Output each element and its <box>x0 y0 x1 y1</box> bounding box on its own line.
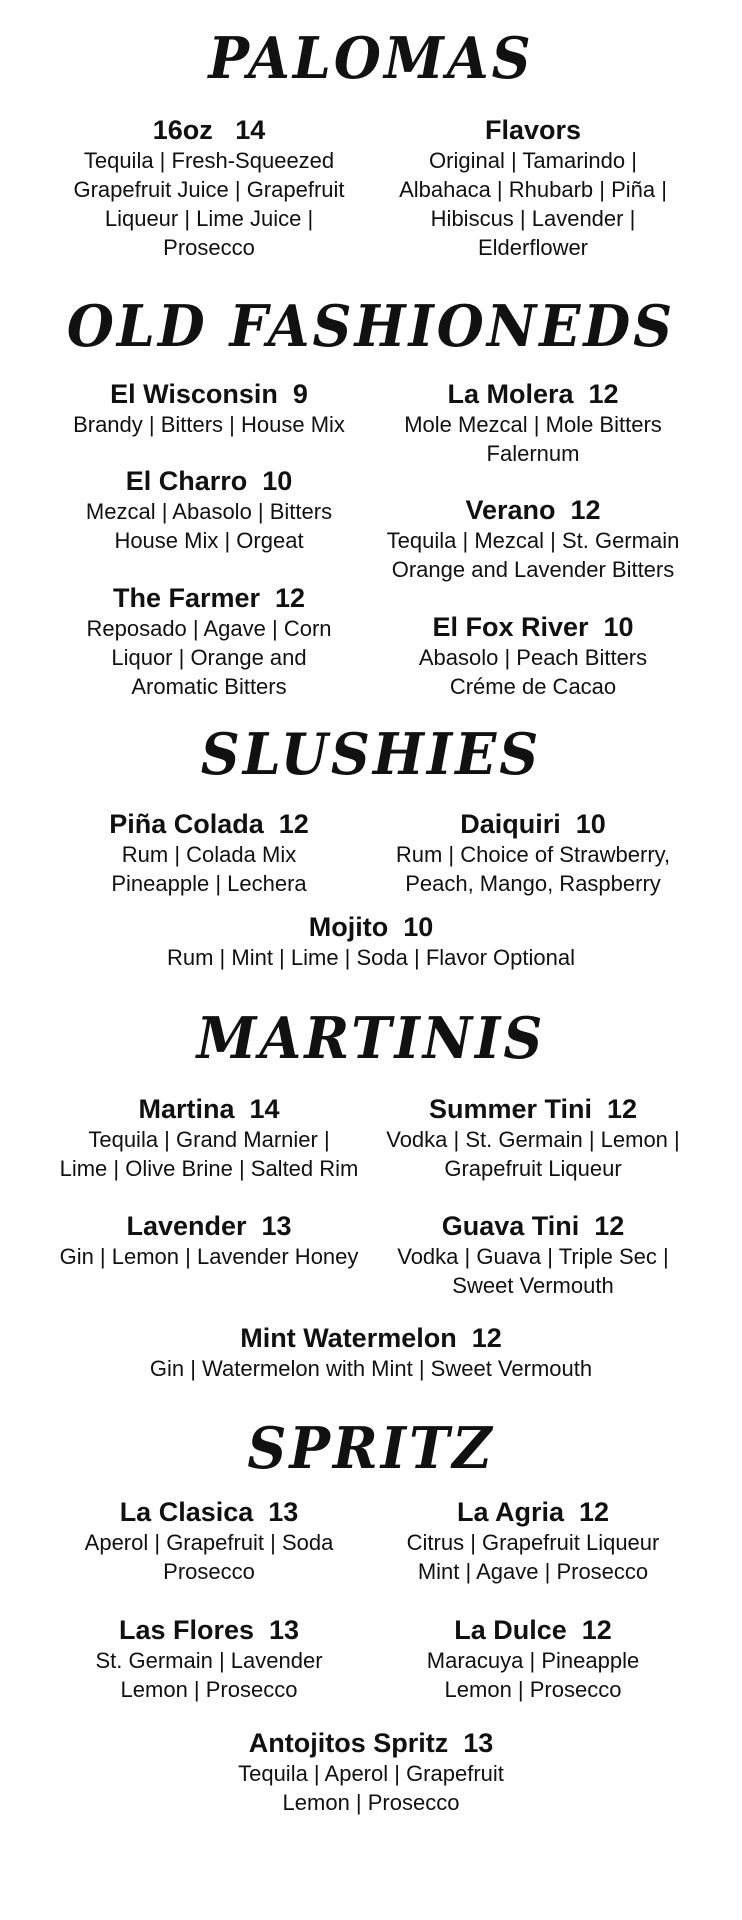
item-description: Mole Mezcal | Mole Bitters Falernum <box>404 412 662 466</box>
menu-item-paloma-flavors <box>372 114 694 262</box>
menu-item-el-wisconsin <box>48 378 370 439</box>
menu-item-martina <box>48 1093 370 1183</box>
menu-item-antojitos-spritz <box>60 1727 682 1817</box>
menu-item-mojito <box>60 911 682 972</box>
menu-item-the-farmer <box>48 582 370 701</box>
item-description: Tequila | Aperol | Grapefruit Lemon | Prosecco <box>238 1761 504 1815</box>
item-description: St. Germain | Lavender Lemon | Prosecco <box>95 1648 323 1702</box>
item-description: Aperol | Grapefruit | Soda Prosecco <box>84 1530 334 1584</box>
item-description: Rum | Mint | Lime | Soda | Flavor Optional <box>166 945 575 970</box>
item-description: Original | Tamarindo | Albahaca | Rhubarb | Piña | Hibiscus | Lavender | Elderflower <box>399 148 667 260</box>
item-name: Flavors <box>484 115 582 145</box>
item-name: Martina 14 <box>138 1094 280 1124</box>
item-name: 16oz 14 <box>152 115 266 145</box>
menu-item-el-charro <box>48 465 370 555</box>
item-name: Las Flores 13 <box>118 1615 300 1645</box>
item-name: La Molera 12 <box>447 379 619 409</box>
item-description: Abasolo | Peach Bitters Créme de Cacao <box>418 645 648 699</box>
menu-item-la-molera <box>372 378 694 468</box>
menu-item-la-dulce <box>372 1614 694 1704</box>
menu-item-daiquiri <box>372 808 694 898</box>
item-name: La Agria 12 <box>456 1497 610 1527</box>
section-title-slushies: SLUSHIES <box>200 720 542 788</box>
item-description: Brandy | Bitters | House Mix <box>73 412 345 437</box>
menu-item-el-fox-river <box>372 611 694 701</box>
item-description: Rum | Choice of Strawberry, Peach, Mango, Raspberry <box>395 842 671 896</box>
item-description: Tequila | Fresh-Squeezed Grapefruit Juice | Grapefruit Liqueur | Lime Juice | Prosecco <box>73 148 345 260</box>
menu-item-summer-tini <box>372 1093 694 1183</box>
menu-item-pina-colada <box>48 808 370 898</box>
item-description: Mezcal | Abasolo | Bitters House Mix | Orgeat <box>85 499 333 553</box>
item-description: Tequila | Grand Marnier | Lime | Olive Brine | Salted Rim <box>59 1127 359 1181</box>
item-name: Summer Tini 12 <box>428 1094 638 1124</box>
menu-item-la-agria <box>372 1496 694 1586</box>
item-description: Rum | Colada Mix Pineapple | Lechera <box>111 842 307 896</box>
item-description: Vodka | St. Germain | Lemon | Grapefruit Liqueur <box>386 1127 680 1181</box>
item-name: Piña Colada 12 <box>109 809 309 839</box>
item-name: Antojitos Spritz 13 <box>248 1728 494 1758</box>
section-title-palomas: PALOMAS <box>208 24 534 92</box>
item-name: El Charro 10 <box>125 466 293 496</box>
item-name: Mint Watermelon 12 <box>240 1323 502 1353</box>
item-description: Citrus | Grapefruit Liqueur Mint | Agave | Prosecco <box>406 1530 660 1584</box>
item-description: Gin | Lemon | Lavender Honey <box>59 1244 359 1269</box>
item-name: Mojito 10 <box>308 912 434 942</box>
menu-item-las-flores <box>48 1614 370 1704</box>
item-name: Daiquiri 10 <box>460 809 606 839</box>
item-description: Tequila | Mezcal | St. Germain Orange and Lavender Bitters <box>386 528 680 582</box>
item-description: Reposado | Agave | Corn Liquor | Orange and Aromatic Bitters <box>86 616 332 699</box>
item-name: Lavender 13 <box>126 1211 292 1241</box>
item-name: Guava Tini 12 <box>441 1211 625 1241</box>
item-name: El Fox River 10 <box>432 612 634 642</box>
item-name: El Wisconsin 9 <box>110 379 308 409</box>
item-name: Verano 12 <box>465 495 601 525</box>
section-title-old-fashioneds: OLD FASHIONEDS <box>66 292 676 360</box>
menu-item-lavender <box>48 1210 370 1271</box>
item-name: La Clasica 13 <box>119 1497 299 1527</box>
item-description: Maracuya | Pineapple Lemon | Prosecco <box>426 1648 640 1702</box>
item-description: Vodka | Guava | Triple Sec | Sweet Vermouth <box>397 1244 669 1298</box>
section-title-spritz: SPRITZ <box>247 1414 495 1482</box>
menu-item-la-clasica <box>48 1496 370 1586</box>
menu-item-verano <box>372 494 694 584</box>
menu-item-paloma-16oz <box>48 114 370 262</box>
item-name: La Dulce 12 <box>454 1615 612 1645</box>
item-description: Gin | Watermelon with Mint | Sweet Vermouth <box>149 1356 593 1381</box>
item-name: The Farmer 12 <box>112 583 306 613</box>
menu-item-guava-tini <box>372 1210 694 1300</box>
menu-item-mint-watermelon <box>60 1322 682 1383</box>
section-title-martinis: MARTINIS <box>196 1004 546 1072</box>
